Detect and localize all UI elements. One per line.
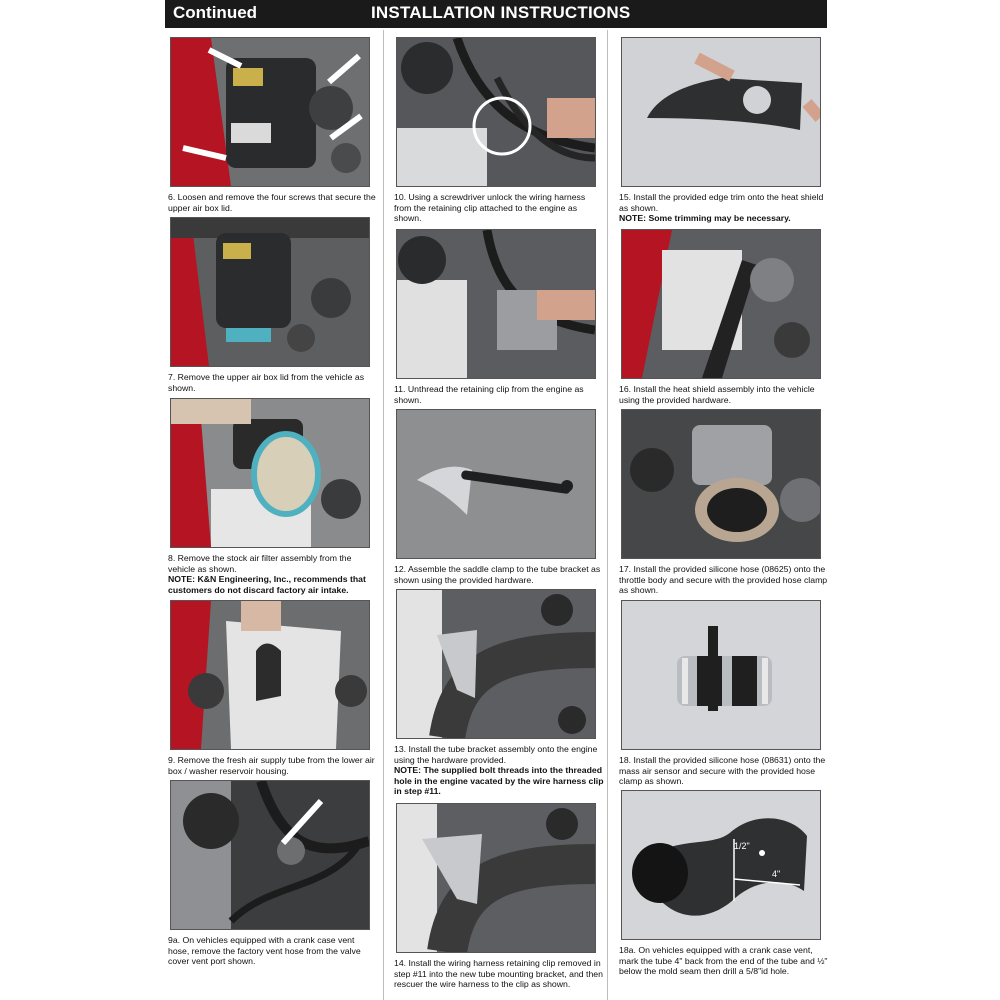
- stock-filter-removal-photo: [170, 398, 370, 548]
- step-15-note: NOTE: Some trimming may be necessary.: [619, 213, 791, 224]
- step-17: [619, 409, 828, 596]
- step-15-caption: [619, 192, 829, 224]
- step-9: [170, 600, 374, 776]
- step-14-caption: 14. Install the wiring harness retaining clip removed in step #11 into the new tube mounting bracket, and then rescuer the wire harness to the clip as shown.: [394, 958, 603, 990]
- vent-hose-photo: [170, 780, 370, 930]
- step-18a-caption: 18a. On vehicles equipped with a crank case vent, mark the tube 4" back from the end of the tube and ½" below the mold seam then drill a 5/8"id hole.: [619, 945, 828, 977]
- step-12: [396, 409, 600, 585]
- step-9a-caption: 9a. On vehicles equipped with a crank case vent hose, remove the factory vent hose from the valve cover vent port shown.: [168, 935, 361, 967]
- continued-label: Continued: [173, 3, 258, 22]
- harness-clip-reinstall-photo: [396, 803, 596, 953]
- step-8-note: NOTE: K&N Engineering, Inc., recommends that customers do not discard factory air intake.: [168, 574, 366, 595]
- engine-bay-airbox-photo: [170, 37, 370, 187]
- step-16-caption: 16. Install the heat shield assembly into the vehicle using the provided hardware.: [619, 384, 815, 405]
- step-14: [394, 803, 603, 990]
- heat-shield-trim-photo: [621, 37, 821, 187]
- throttle-body-hose-photo: [621, 409, 821, 559]
- step-13: [394, 589, 604, 797]
- step-9a: [170, 780, 374, 967]
- step-10-caption: 10. Using a screwdriver unlock the wiring harness from the retaining clip attached to the engine as shown.: [394, 192, 586, 224]
- step-10: [396, 37, 600, 224]
- step-18: [621, 600, 825, 787]
- half-inch-label: 1/2": [734, 841, 750, 851]
- retaining-clip-photo: [396, 229, 596, 379]
- step-12-caption: 12. Assemble the saddle clamp to the tube bracket as shown using the provided hardware.: [394, 564, 601, 585]
- wiring-harness-clip-photo: [396, 37, 596, 187]
- step-17-caption: 17. Install the provided silicone hose (08625) onto the throttle body and secure with the provided hose clamp as shown.: [619, 564, 828, 596]
- heat-shield-install-photo: [621, 229, 821, 379]
- step-13-caption: [394, 744, 604, 797]
- step-6-caption: 6. Loosen and remove the four screws that secure the upper air box lid.: [168, 192, 376, 213]
- page-title: INSTALLATION INSTRUCTIONS: [371, 3, 631, 22]
- four-inch-label: 4": [772, 869, 781, 879]
- saddle-clamp-bracket-photo: [396, 409, 596, 559]
- step-13-text: 13. Install the tube bracket assembly onto the engine using the hardware provided.: [394, 744, 598, 765]
- step-8-caption: [168, 553, 378, 595]
- step-11-caption: 11. Unthread the retaining clip from the engine as shown.: [394, 384, 584, 405]
- intake-tube-drill-photo: [621, 790, 821, 940]
- airbox-lid-removal-photo: [170, 217, 370, 367]
- step-16: [621, 229, 825, 405]
- column-divider: [607, 30, 608, 1000]
- step-9-caption: 9. Remove the fresh air supply tube from the lower air box / washer reservoir housing.: [168, 755, 375, 776]
- fresh-air-tube-photo: [170, 600, 370, 750]
- mass-air-sensor-hose-photo: [621, 600, 821, 750]
- step-6: [170, 37, 374, 213]
- step-18a: [619, 790, 828, 977]
- column-divider: [383, 30, 384, 1000]
- step-7-caption: 7. Remove the upper air box lid from the vehicle as shown.: [168, 372, 365, 393]
- step-11: [396, 229, 600, 405]
- step-8: [170, 398, 374, 595]
- tube-bracket-install-photo: [396, 589, 596, 739]
- step-18-caption: 18. Install the provided silicone hose (08631) onto the mass air sensor and secure with the provided hose clamp as shown.: [619, 755, 826, 787]
- step-15: [621, 37, 825, 224]
- step-7: [170, 217, 374, 393]
- step-15-text: 15. Install the provided edge trim onto the heat shield as shown.: [619, 192, 824, 213]
- step-13-note: NOTE: The supplied bolt threads into the threaded hole in the engine vacated by the wire harness clip in step #11.: [394, 765, 604, 797]
- page-header: [165, 0, 827, 28]
- step-8-text: 8. Remove the stock air filter assembly from the vehicle as shown.: [168, 553, 352, 574]
